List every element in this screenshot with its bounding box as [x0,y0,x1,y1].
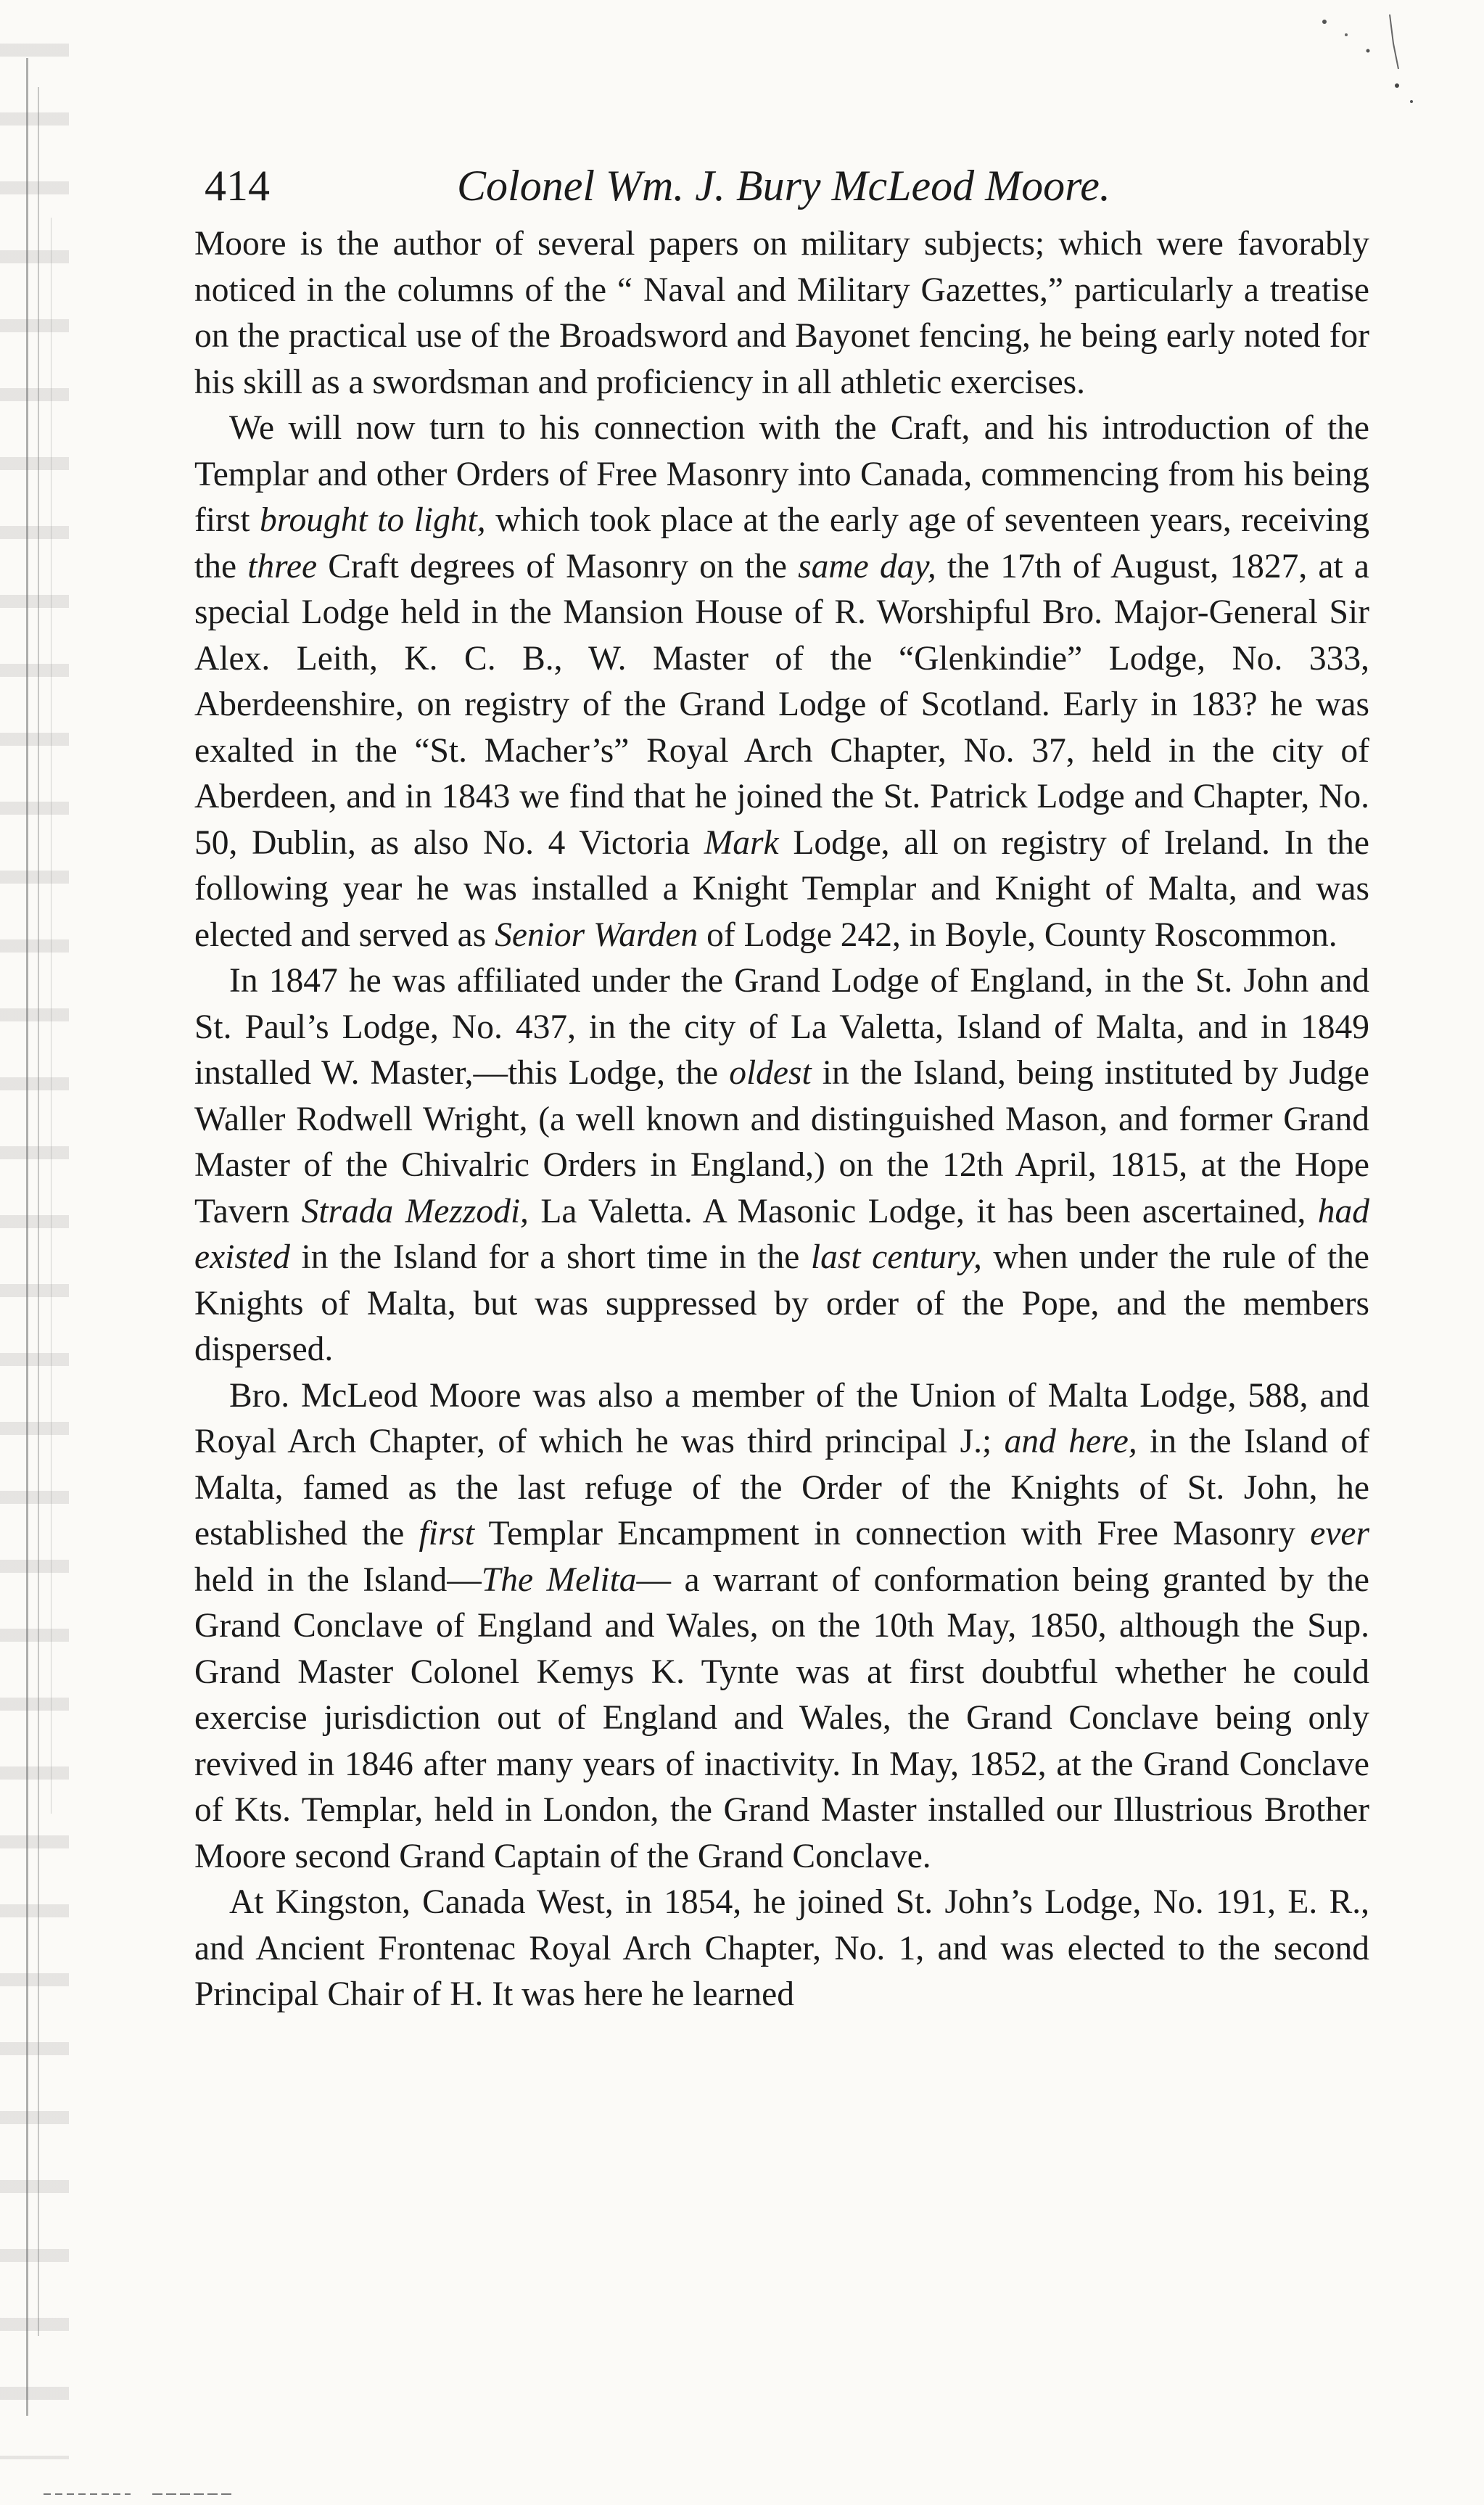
scan-bottom-marks [44,2461,479,2505]
paragraph [194,958,1369,1373]
text-run: the 17th of August, 1827, at a special Lodge held in the Mansion House of R. Worshipful Bro. Major-General Sir Alex. Leith, K. C. B., W. Master of the “Glenkindie” Lodge, No. 333, Aberdeenshire, on registry of the Grand Lodge of Scotland. Early in 183? he was exalted in the “St. Macher’s” Royal Arch Chapter, No. 37, held in the city of Aberdeen, and in 1843 we find that he joined the St. Patrick Lodge and Chapter, No. 50, Dublin, as also No. 4 Victoria [194,547,1369,862]
italic-text: had existed [194,1192,1370,1276]
text-run: when under the rule of the Knights of Malta, but was suppressed by order of the Pope, and the members dispersed. [194,1238,1369,1368]
text-run: Templar Encampment in connection with Free Masonry [474,1515,1311,1552]
text-run: Moore is the author of several papers on military subjects; which were favorably noticed in the columns of the “ Naval and Military Gazettes,” particularly a treatise on the practical use of the Broadsword and Bayonet fencing, he being early noted for his skill as a swordsman and proficiency in all athletic exercises. [194,225,1369,401]
italic-text: Mark [704,823,779,862]
paragraph [194,406,1369,958]
italic-text: same day, [798,547,936,585]
scan-gutter-shadow [0,44,69,2459]
text-run: of Lodge 242, in Boyle, County Roscommon. [698,916,1337,954]
text-run: Bro. McLeod Moore was also a member of the Union of Malta Lodge, 588, and Royal Arch Chapter, of which he was third principal J.; [194,1376,1369,1460]
text-run: held in the Island— [194,1560,482,1599]
text-run: In 1847 he was affiliated under the Grand Lodge of England, in the St. John and St. Paul’s Lodge, No. 437, in the city of La Valetta, Island of Malta, and in 1849 installed W. Master,—this Lodge, the [194,962,1369,1092]
text-run: — a warrant of conformation being granted by the Grand Conclave of England and Wales, on the 10th May, 1850, although the Sup. Grand Master Colonel Kemys K. Tynte was at first doubtful whether he could exercise jurisdiction out of England and Wales, the Grand Conclave being only revived in 1846 after many years of inactivity. In May, 1852, at the Grand Conclave of Kts. Templar, held in London, the Grand Master installed our Illustrious Brother Moore second Grand Captain of the Grand Conclave. [194,1560,1369,1875]
text-run: in the Island of Malta, famed as the last refuge of the Order of the Knights of St. John, he established the [194,1423,1369,1552]
italic-text: oldest [729,1054,812,1092]
text-run: At Kingston, Canada West, in 1854, he joined St. John’s Lodge, No. 191, E. R., and Ancient Frontenac Royal Arch Chapter, No. 1, and was elected to the second Principal Chair of H. It was here he learned [194,1883,1369,2013]
text-run: Lodge, all on registry of Ireland. In the following year he was installed a Knight Templar and Knight of Malta, and was elected and served as [194,823,1370,954]
paragraph [194,1880,1369,2018]
scan-gutter-line [26,58,28,2416]
text-run: La Valetta. A Masonic Lodge, it has been ascertained, [528,1192,1318,1230]
text-run: in the Island, being instituted by Judge Waller Rodwell Wright, (a well known and distinguished Mason, and former Grand Master of the Chivalric Orders in England,) on the 12th April, 1815, at the Hope Tavern [194,1054,1370,1230]
scan-gutter-line [38,87,39,2336]
body-text [194,221,1369,2018]
scan-specks [1194,0,1484,145]
italic-text: last century, [810,1238,982,1276]
italic-text: The Melita [481,1560,637,1599]
paragraph [194,1373,1369,1880]
italic-text: three [247,547,318,585]
paragraph [194,221,1369,406]
italic-text: Strada Mezzodi, [301,1192,529,1230]
page-number: 414 [205,162,270,210]
text-run: Craft degrees of Masonry on the [317,547,799,585]
running-title: Colonel Wm. J. Bury McLeod Moore. [457,162,1110,210]
italic-text: and here, [1004,1423,1137,1460]
page-header [196,161,1371,219]
text-run: We will now turn to his connection with the Craft, and his introduction of the Templar and other Orders of Free Masonry into Canada, commencing from his being first [194,409,1369,539]
italic-text: brought to light, [260,501,486,539]
italic-text: Senior Warden [495,916,698,954]
italic-text: first [419,1515,475,1552]
italic-text: ever [1310,1515,1369,1552]
text-run: which took place at the early age of seventeen years, receiving the [194,501,1369,585]
text-run: in the Island for a short time in the [289,1238,811,1276]
